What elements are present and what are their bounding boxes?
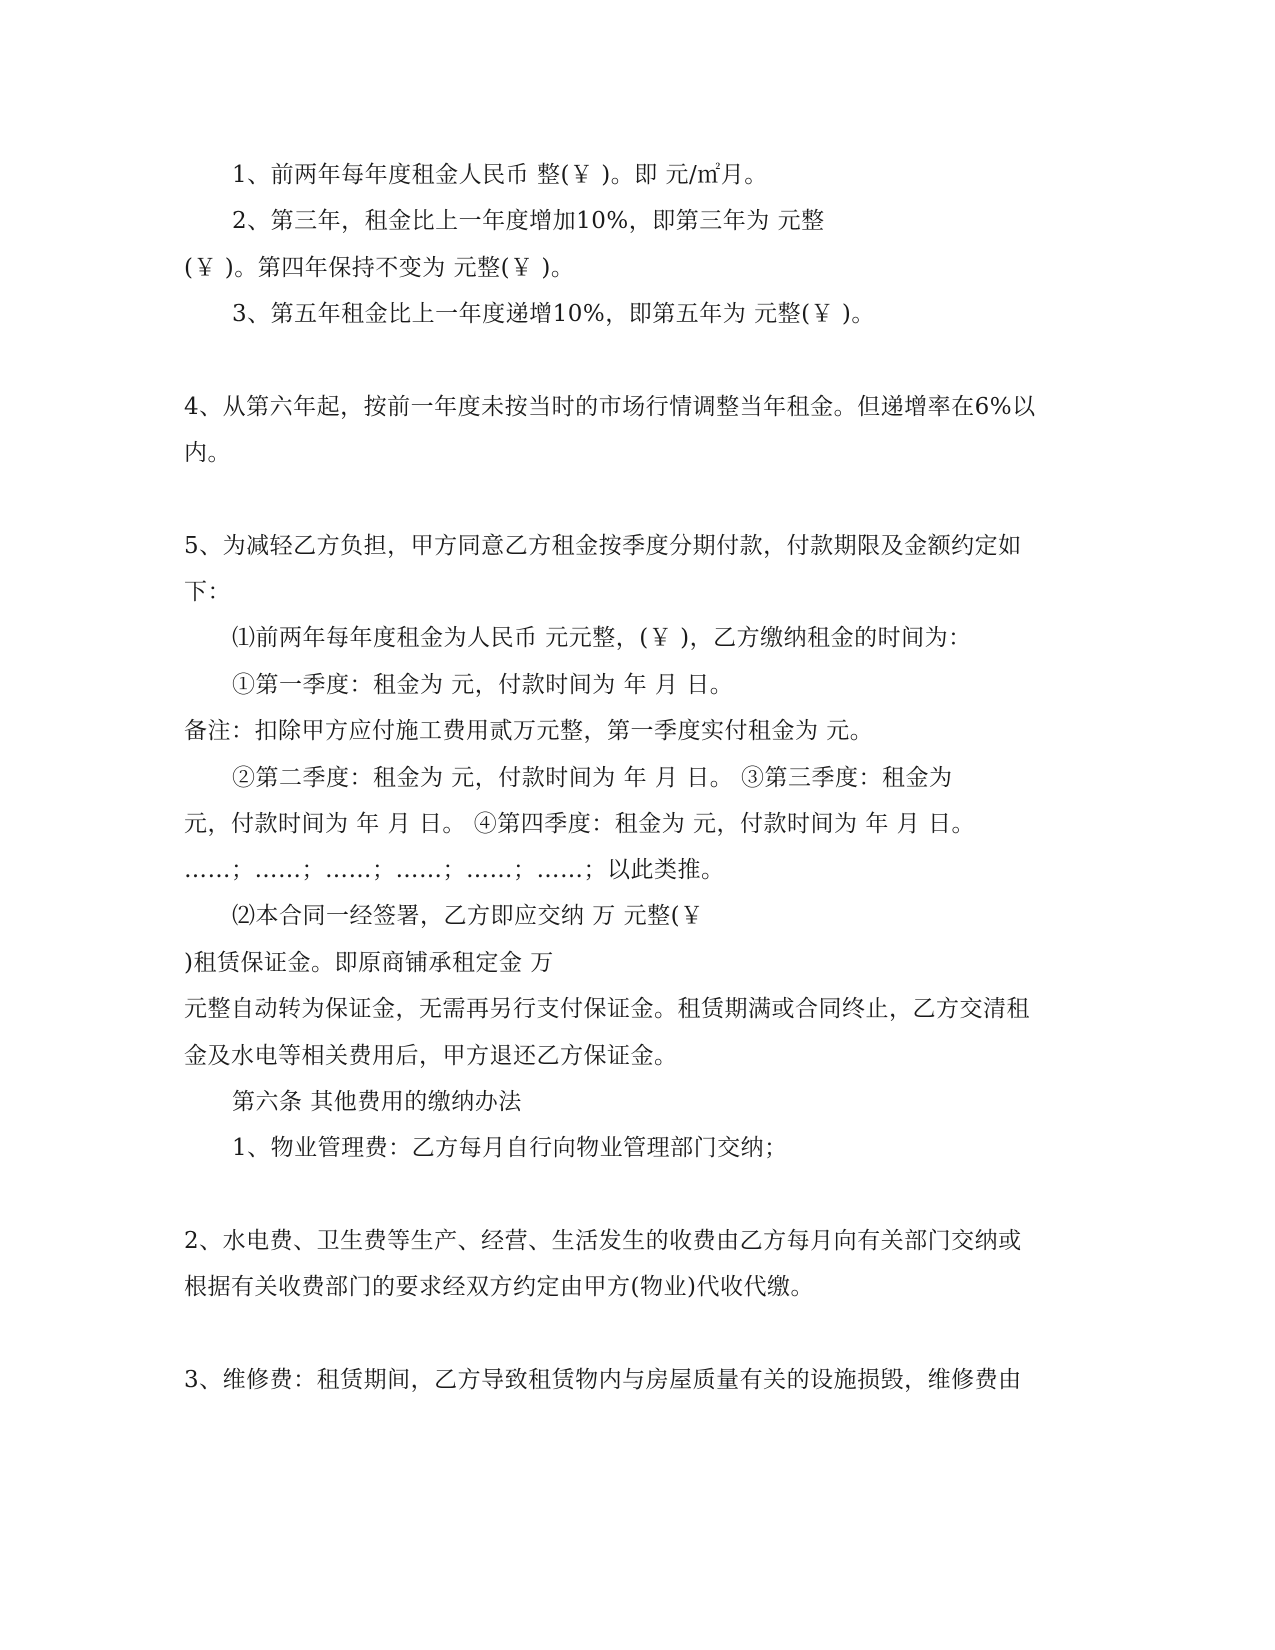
paragraph-line: 2、水电费、卫生费等生产、经营、生活发生的收费由乙方每月向有关部门交纳或 bbox=[184, 1228, 1022, 1254]
section-heading: 第六条 其他费用的缴纳办法 bbox=[232, 1089, 522, 1115]
paragraph-line: 3、维修费：租赁期间，乙方导致租赁物内与房屋质量有关的设施损毁，维修费由 bbox=[184, 1367, 1022, 1393]
paragraph-line: 1、物业管理费：乙方每月自行向物业管理部门交纳； bbox=[232, 1135, 788, 1161]
paragraph-line: (￥ )。第四年保持不变为 元整(￥ )。 bbox=[184, 255, 575, 281]
paragraph-line: 5、为减轻乙方负担，甲方同意乙方租金按季度分期付款，付款期限及金额约定如 bbox=[184, 533, 1022, 559]
paragraph-line: 元整自动转为保证金，无需再另行支付保证金。租赁期满或合同终止，乙方交清租 bbox=[184, 996, 1030, 1022]
paragraph-line: ⑵本合同一经签署，乙方即应交纳 万 元整(￥ bbox=[232, 903, 704, 929]
paragraph-line: 备注：扣除甲方应付施工费用贰万元整，第一季度实付租金为 元。 bbox=[184, 718, 874, 744]
paragraph-line: 4、从第六年起，按前一年度未按当时的市场行情调整当年租金。但递增率在6%以 bbox=[184, 394, 1036, 420]
paragraph-line: 根据有关收费部门的要求经双方约定由甲方(物业)代收代缴。 bbox=[184, 1274, 814, 1300]
paragraph-line: ⑴前两年每年度租金为人民币 元元整，(￥ )，乙方缴纳租金的时间为： bbox=[232, 625, 972, 651]
paragraph-line: 1、前两年每年度租金人民币 整(￥ )。即 元/㎡月。 bbox=[232, 162, 768, 188]
paragraph-line: 元，付款时间为 年 月 日。 ④第四季度：租金为 元，付款时间为 年 月 日。 bbox=[184, 811, 975, 837]
paragraph-line: ②第二季度：租金为 元，付款时间为 年 月 日。 ③第三季度：租金为 bbox=[232, 765, 953, 791]
paragraph-line: ……；……；……；……；……；……；以此类推。 bbox=[184, 857, 725, 883]
paragraph-line: 2、第三年，租金比上一年度增加10%，即第三年为 元整 bbox=[232, 208, 825, 234]
paragraph-line: )租赁保证金。即原商铺承租定金 万 bbox=[184, 950, 554, 976]
paragraph-line: 3、第五年租金比上一年度递增10%，即第五年为 元整(￥ )。 bbox=[232, 301, 875, 327]
paragraph-line: 金及水电等相关费用后，甲方退还乙方保证金。 bbox=[184, 1043, 678, 1069]
paragraph-line: 下： bbox=[184, 579, 231, 605]
paragraph-line: ①第一季度：租金为 元，付款时间为 年 月 日。 bbox=[232, 672, 734, 698]
paragraph-line: 内。 bbox=[184, 440, 231, 466]
